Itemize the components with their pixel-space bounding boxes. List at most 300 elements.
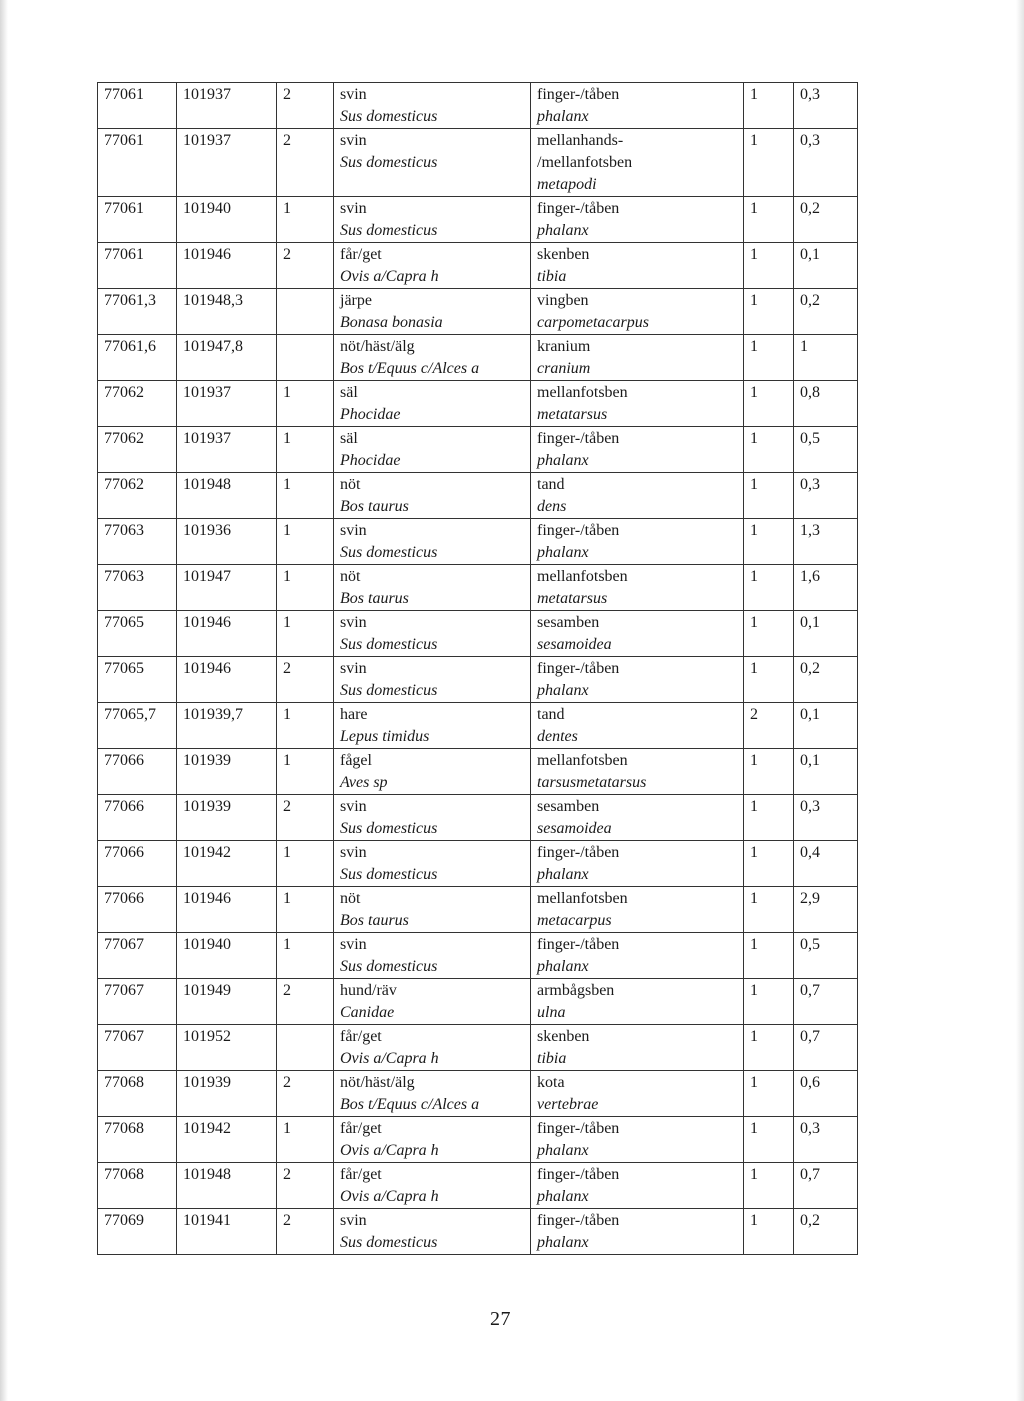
fragment-count-cell	[277, 1117, 334, 1163]
fragment-count-text: 2	[283, 246, 291, 263]
ruta-text: 101946	[183, 246, 231, 263]
weight-cell	[794, 519, 858, 565]
bone-element-cell	[531, 565, 744, 611]
bone-element-cell	[531, 979, 744, 1025]
table-row	[98, 335, 858, 381]
scan-edge-right	[1016, 0, 1024, 1401]
count-cell	[744, 795, 794, 841]
bone-element-cell	[531, 1163, 744, 1209]
fyndnr-text: 77065	[104, 614, 144, 631]
fyndnr-cell	[98, 933, 177, 979]
count-text: 1	[750, 1028, 758, 1045]
fragment-count-cell	[277, 657, 334, 703]
fyndnr-cell	[98, 611, 177, 657]
fyndnr-text: 77068	[104, 1120, 144, 1137]
table-row	[98, 519, 858, 565]
count-cell	[744, 1071, 794, 1117]
ruta-text: 101948	[183, 476, 231, 493]
fragment-count-cell	[277, 243, 334, 289]
species-name: svin	[340, 522, 367, 539]
fyndnr-text: 77061	[104, 86, 144, 103]
fragment-count-cell	[277, 427, 334, 473]
species-cell	[334, 519, 531, 565]
ruta-cell	[177, 335, 277, 381]
count-cell	[744, 979, 794, 1025]
ruta-text: 101946	[183, 660, 231, 677]
species-name: svin	[340, 132, 367, 149]
bone-element-latin: carpometacarpus	[537, 314, 649, 331]
species-cell	[334, 933, 531, 979]
weight-text: 0,7	[800, 1028, 820, 1045]
fragment-count-cell	[277, 1209, 334, 1255]
species-latin: Sus domesticus	[340, 958, 438, 975]
table-row	[98, 657, 858, 703]
fyndnr-text: 77062	[104, 430, 144, 447]
ruta-cell	[177, 197, 277, 243]
table-row	[98, 1209, 858, 1255]
fyndnr-text: 77068	[104, 1074, 144, 1091]
bone-element-name: finger-/tåben	[537, 1166, 620, 1183]
species-cell	[334, 243, 531, 289]
weight-cell	[794, 1163, 858, 1209]
weight-cell	[794, 381, 858, 427]
fyndnr-text: 77068	[104, 1166, 144, 1183]
table-row	[98, 1025, 858, 1071]
table-row	[98, 289, 858, 335]
species-cell	[334, 473, 531, 519]
fyndnr-text: 77062	[104, 476, 144, 493]
fragment-count-text: 2	[283, 982, 291, 999]
count-text: 1	[750, 798, 758, 815]
ruta-cell	[177, 841, 277, 887]
ruta-cell	[177, 427, 277, 473]
fyndnr-cell	[98, 749, 177, 795]
weight-text: 0,2	[800, 292, 820, 309]
ruta-text: 101939	[183, 1074, 231, 1091]
species-cell	[334, 83, 531, 129]
fyndnr-cell	[98, 795, 177, 841]
fyndnr-cell	[98, 703, 177, 749]
bone-element-latin: phalanx	[537, 222, 589, 239]
bone-element-cell	[531, 611, 744, 657]
ruta-cell	[177, 933, 277, 979]
species-cell	[334, 565, 531, 611]
bone-element-cell	[531, 703, 744, 749]
bone-element-name: mellanhands-	[537, 132, 624, 149]
weight-text: 0,3	[800, 86, 820, 103]
species-name: nöt/häst/älg	[340, 1074, 415, 1091]
page-number: 27	[490, 1308, 511, 1330]
fragment-count-text: 1	[283, 1120, 291, 1137]
fragment-count-cell	[277, 519, 334, 565]
fragment-count-text: 1	[283, 706, 291, 723]
species-name: nöt	[340, 890, 361, 907]
bone-element-cell	[531, 1071, 744, 1117]
fragment-count-text: 2	[283, 1212, 291, 1229]
table-row	[98, 473, 858, 519]
weight-cell	[794, 335, 858, 381]
ruta-cell	[177, 657, 277, 703]
count-cell	[744, 887, 794, 933]
bone-find-table	[97, 82, 858, 1255]
ruta-text: 101946	[183, 614, 231, 631]
count-text: 1	[750, 982, 758, 999]
ruta-cell	[177, 243, 277, 289]
weight-cell	[794, 1025, 858, 1071]
species-name: nöt/häst/älg	[340, 338, 415, 355]
fyndnr-cell	[98, 1025, 177, 1071]
ruta-text: 101939	[183, 752, 231, 769]
fragment-count-text: 1	[283, 568, 291, 585]
species-latin: Ovis a/Capra h	[340, 1142, 439, 1159]
bone-element-name: finger-/tåben	[537, 200, 620, 217]
fragment-count-cell	[277, 197, 334, 243]
bone-element-cell	[531, 841, 744, 887]
fyndnr-cell	[98, 1163, 177, 1209]
species-latin: Bos t/Equus c/Alces a	[340, 360, 480, 377]
weight-cell	[794, 979, 858, 1025]
fyndnr-cell	[98, 565, 177, 611]
fyndnr-cell	[98, 473, 177, 519]
table-row	[98, 381, 858, 427]
table-row	[98, 611, 858, 657]
ruta-cell	[177, 381, 277, 427]
species-cell	[334, 1117, 531, 1163]
count-cell	[744, 703, 794, 749]
table-row	[98, 129, 858, 197]
weight-cell	[794, 197, 858, 243]
species-cell	[334, 427, 531, 473]
fyndnr-cell	[98, 427, 177, 473]
table-row	[98, 427, 858, 473]
weight-cell	[794, 611, 858, 657]
fragment-count-cell	[277, 83, 334, 129]
ruta-cell	[177, 83, 277, 129]
species-cell	[334, 749, 531, 795]
species-name: nöt	[340, 476, 361, 493]
fyndnr-text: 77061	[104, 132, 144, 149]
bone-element-latin: tarsusmetatarsus	[537, 774, 647, 791]
count-text: 1	[750, 246, 758, 263]
species-latin: Sus domesticus	[340, 154, 438, 171]
species-name: svin	[340, 1212, 367, 1229]
bone-element-cell	[531, 657, 744, 703]
species-name: får/get	[340, 1028, 382, 1045]
species-cell	[334, 129, 531, 197]
count-cell	[744, 933, 794, 979]
ruta-text: 101948,3	[183, 292, 243, 309]
fragment-count-cell	[277, 1071, 334, 1117]
species-name: svin	[340, 660, 367, 677]
count-text: 1	[750, 292, 758, 309]
document-page	[97, 82, 857, 1255]
weight-text: 1	[800, 338, 808, 355]
ruta-text: 101936	[183, 522, 231, 539]
fragment-count-text: 1	[283, 384, 291, 401]
bone-element-name: tand	[537, 476, 565, 493]
fyndnr-text: 77061,6	[104, 338, 156, 355]
ruta-text: 101939,7	[183, 706, 243, 723]
count-text: 1	[750, 660, 758, 677]
species-cell	[334, 1163, 531, 1209]
count-cell	[744, 519, 794, 565]
fyndnr-text: 77067	[104, 982, 144, 999]
fragment-count-text: 2	[283, 660, 291, 677]
ruta-text: 101942	[183, 844, 231, 861]
count-text: 1	[750, 614, 758, 631]
species-latin: Bos t/Equus c/Alces a	[340, 1096, 480, 1113]
count-cell	[744, 749, 794, 795]
ruta-cell	[177, 887, 277, 933]
weight-cell	[794, 841, 858, 887]
bone-element-cell	[531, 1117, 744, 1163]
species-latin: Sus domesticus	[340, 866, 438, 883]
species-name: får/get	[340, 1120, 382, 1137]
weight-cell	[794, 933, 858, 979]
species-cell	[334, 381, 531, 427]
fragment-count-text: 1	[283, 614, 291, 631]
table-row	[98, 887, 858, 933]
species-cell	[334, 887, 531, 933]
count-text: 1	[750, 1166, 758, 1183]
count-cell	[744, 243, 794, 289]
count-cell	[744, 427, 794, 473]
count-text: 1	[750, 338, 758, 355]
count-cell	[744, 1025, 794, 1071]
fragment-count-cell	[277, 289, 334, 335]
weight-cell	[794, 289, 858, 335]
bone-element-name: finger-/tåben	[537, 936, 620, 953]
fyndnr-cell	[98, 887, 177, 933]
ruta-text: 101937	[183, 86, 231, 103]
weight-cell	[794, 1117, 858, 1163]
count-text: 1	[750, 936, 758, 953]
species-name: fågel	[340, 752, 372, 769]
ruta-cell	[177, 611, 277, 657]
bone-element-latin: phalanx	[537, 544, 589, 561]
bone-element-latin: phalanx	[537, 682, 589, 699]
bone-element-cell	[531, 289, 744, 335]
species-cell	[334, 703, 531, 749]
bone-element-latin: phalanx	[537, 108, 589, 125]
count-text: 1	[750, 1120, 758, 1137]
fragment-count-text: 1	[283, 752, 291, 769]
bone-element-cell	[531, 243, 744, 289]
bone-element-name: finger-/tåben	[537, 522, 620, 539]
fragment-count-cell	[277, 473, 334, 519]
bone-element-name: mellanfotsben	[537, 384, 628, 401]
table-row	[98, 83, 858, 129]
fyndnr-cell	[98, 657, 177, 703]
bone-element-latin: dens	[537, 498, 567, 515]
ruta-cell	[177, 1025, 277, 1071]
species-name: svin	[340, 86, 367, 103]
weight-text: 0,1	[800, 246, 820, 263]
fyndnr-text: 77069	[104, 1212, 144, 1229]
ruta-text: 101940	[183, 200, 231, 217]
fyndnr-cell	[98, 1117, 177, 1163]
species-latin: Sus domesticus	[340, 682, 438, 699]
weight-text: 0,3	[800, 1120, 820, 1137]
fragment-count-text: 1	[283, 476, 291, 493]
bone-element-name-cont: /mellanfotsben	[537, 154, 633, 171]
species-name: hare	[340, 706, 368, 723]
ruta-cell	[177, 519, 277, 565]
fragment-count-cell	[277, 979, 334, 1025]
fyndnr-text: 77066	[104, 798, 144, 815]
species-latin: Sus domesticus	[340, 1234, 438, 1251]
weight-cell	[794, 703, 858, 749]
ruta-cell	[177, 1071, 277, 1117]
ruta-cell	[177, 129, 277, 197]
fyndnr-cell	[98, 841, 177, 887]
bone-element-name: vingben	[537, 292, 589, 309]
table-row	[98, 243, 858, 289]
bone-element-name: finger-/tåben	[537, 660, 620, 677]
weight-text: 0,4	[800, 844, 820, 861]
species-cell	[334, 1209, 531, 1255]
bone-element-latin: tibia	[537, 268, 567, 285]
bone-element-latin: dentes	[537, 728, 578, 745]
ruta-text: 101937	[183, 132, 231, 149]
species-name: svin	[340, 936, 367, 953]
bone-element-name: finger-/tåben	[537, 1120, 620, 1137]
weight-cell	[794, 565, 858, 611]
species-latin: Ovis a/Capra h	[340, 268, 439, 285]
fragment-count-cell	[277, 381, 334, 427]
ruta-cell	[177, 565, 277, 611]
fragment-count-text: 2	[283, 132, 291, 149]
scan-edge-left	[0, 0, 8, 1401]
weight-text: 1,3	[800, 522, 820, 539]
fyndnr-cell	[98, 243, 177, 289]
table-row	[98, 565, 858, 611]
fragment-count-cell	[277, 565, 334, 611]
fragment-count-cell	[277, 1163, 334, 1209]
bone-element-latin: phalanx	[537, 1142, 589, 1159]
ruta-cell	[177, 1209, 277, 1255]
bone-element-cell	[531, 749, 744, 795]
weight-text: 0,1	[800, 706, 820, 723]
table-body	[98, 83, 858, 1255]
ruta-text: 101947	[183, 568, 231, 585]
count-cell	[744, 565, 794, 611]
bone-element-name: kranium	[537, 338, 591, 355]
weight-cell	[794, 427, 858, 473]
fyndnr-cell	[98, 979, 177, 1025]
bone-element-latin: phalanx	[537, 958, 589, 975]
bone-element-latin: phalanx	[537, 452, 589, 469]
weight-cell	[794, 83, 858, 129]
count-cell	[744, 1163, 794, 1209]
ruta-text: 101946	[183, 890, 231, 907]
fyndnr-cell	[98, 197, 177, 243]
fyndnr-cell	[98, 83, 177, 129]
species-name: får/get	[340, 246, 382, 263]
bone-element-name: sesamben	[537, 798, 600, 815]
fragment-count-cell	[277, 795, 334, 841]
count-text: 1	[750, 132, 758, 149]
fragment-count-cell	[277, 335, 334, 381]
bone-element-cell	[531, 427, 744, 473]
table-row	[98, 933, 858, 979]
count-cell	[744, 1117, 794, 1163]
table-row	[98, 197, 858, 243]
fyndnr-text: 77065	[104, 660, 144, 677]
fyndnr-cell	[98, 129, 177, 197]
fragment-count-cell	[277, 933, 334, 979]
fyndnr-text: 77063	[104, 522, 144, 539]
species-latin: Phocidae	[340, 452, 401, 469]
species-name: nöt	[340, 568, 361, 585]
bone-element-latin: vertebrae	[537, 1096, 599, 1113]
weight-text: 0,2	[800, 1212, 820, 1229]
count-text: 1	[750, 1074, 758, 1091]
bone-element-cell	[531, 795, 744, 841]
fragment-count-text: 1	[283, 936, 291, 953]
bone-element-name: tand	[537, 706, 565, 723]
bone-element-cell	[531, 83, 744, 129]
weight-cell	[794, 473, 858, 519]
count-cell	[744, 1209, 794, 1255]
bone-element-latin: sesamoidea	[537, 636, 612, 653]
bone-element-latin: cranium	[537, 360, 591, 377]
weight-cell	[794, 1071, 858, 1117]
count-text: 1	[750, 1212, 758, 1229]
weight-text: 0,3	[800, 132, 820, 149]
bone-element-cell	[531, 197, 744, 243]
count-text: 1	[750, 200, 758, 217]
count-cell	[744, 841, 794, 887]
bone-element-cell	[531, 381, 744, 427]
species-cell	[334, 611, 531, 657]
species-cell	[334, 841, 531, 887]
weight-cell	[794, 749, 858, 795]
weight-cell	[794, 887, 858, 933]
weight-text: 0,1	[800, 752, 820, 769]
bone-element-name: kota	[537, 1074, 565, 1091]
bone-element-name: skenben	[537, 246, 590, 263]
species-latin: Bos taurus	[340, 912, 409, 929]
species-latin: Bos taurus	[340, 498, 409, 515]
count-text: 1	[750, 384, 758, 401]
ruta-text: 101949	[183, 982, 231, 999]
bone-element-cell	[531, 887, 744, 933]
ruta-cell	[177, 795, 277, 841]
fragment-count-text: 2	[283, 1166, 291, 1183]
table-row	[98, 1163, 858, 1209]
bone-element-cell	[531, 1025, 744, 1071]
species-name: svin	[340, 614, 367, 631]
weight-cell	[794, 243, 858, 289]
table-row	[98, 1071, 858, 1117]
count-cell	[744, 83, 794, 129]
count-cell	[744, 473, 794, 519]
fragment-count-cell	[277, 887, 334, 933]
bone-element-name: finger-/tåben	[537, 86, 620, 103]
bone-element-latin: phalanx	[537, 1234, 589, 1251]
table-row	[98, 749, 858, 795]
fyndnr-cell	[98, 335, 177, 381]
fyndnr-cell	[98, 381, 177, 427]
weight-cell	[794, 129, 858, 197]
fyndnr-cell	[98, 1209, 177, 1255]
species-latin: Bos taurus	[340, 590, 409, 607]
fyndnr-text: 77061	[104, 200, 144, 217]
fyndnr-cell	[98, 1071, 177, 1117]
ruta-text: 101942	[183, 1120, 231, 1137]
weight-text: 0,5	[800, 430, 820, 447]
